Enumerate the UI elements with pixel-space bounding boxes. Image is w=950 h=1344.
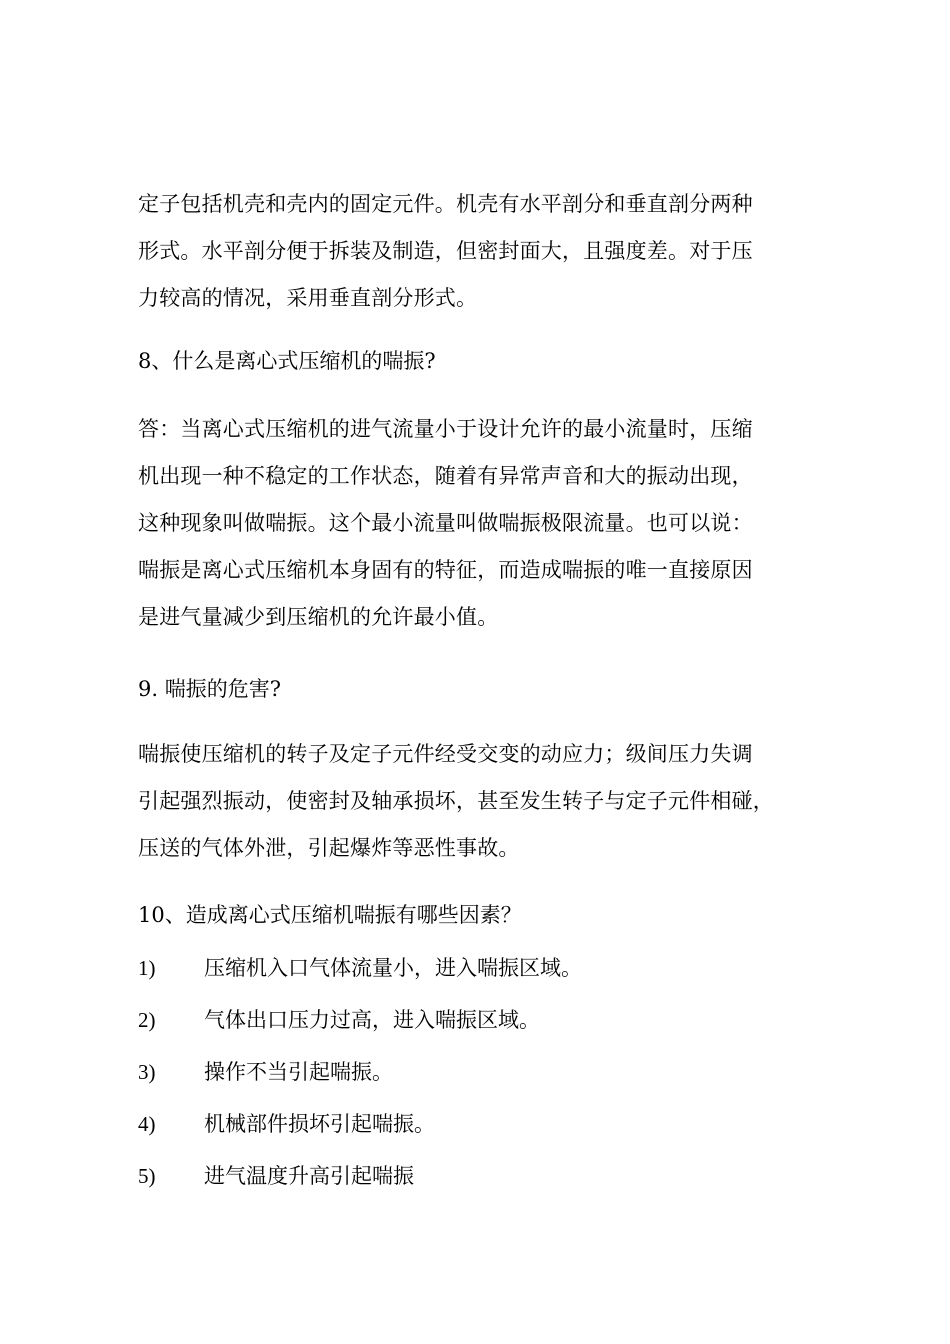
question-9-title: 9. 喘振的危害? — [138, 677, 281, 701]
list-item — [138, 953, 818, 983]
stator-line-1: 定子包括机壳和壳内的固定元件。机壳有水平剖分和垂直剖分两种 — [138, 192, 753, 216]
list-item — [138, 1161, 818, 1191]
list-item-text: 压缩机入口气体流量小，进入喘振区域。 — [204, 956, 582, 980]
q8-answer-line-4: 喘振是离心式压缩机本身固有的特征，而造成喘振的唯一直接原因 — [138, 558, 753, 582]
list-item-text: 气体出口压力过高，进入喘振区域。 — [204, 1008, 540, 1032]
stator-line-2: 形式。水平剖分便于拆装及制造，但密封面大，且强度差。对于压 — [138, 239, 753, 263]
list-item-number: 2) — [138, 1008, 156, 1032]
stator-line-3: 力较高的情况，采用垂直剖分形式。 — [138, 286, 478, 310]
q8-answer-line-3: 这种现象叫做喘振。这个最小流量叫做喘振极限流量。也可以说： — [138, 511, 753, 535]
q8-answer-line-1: 答：当离心式压缩机的进气流量小于设计允许的最小流量时，压缩 — [138, 417, 753, 441]
question-8-title: 8、什么是离心式压缩机的喘振? — [138, 349, 436, 373]
q9-answer-line-2: 引起强烈振动，使密封及轴承损坏，甚至发生转子与定子元件相碰， — [138, 789, 774, 813]
stator-paragraph — [138, 181, 818, 322]
list-item-text: 机械部件损坏引起喘振。 — [204, 1112, 435, 1136]
q8-answer-line-5: 是进气量减少到压缩机的允许最小值。 — [138, 605, 499, 629]
list-item-number: 1) — [138, 956, 156, 980]
list-item-number: 3) — [138, 1060, 156, 1084]
q9-answer-line-3: 压送的气体外泄，引起爆炸等恶性事故。 — [138, 836, 520, 860]
list-item-number: 4) — [138, 1112, 156, 1136]
list-item-text: 进气温度升高引起喘振 — [204, 1164, 414, 1188]
list-item-text: 操作不当引起喘振。 — [204, 1060, 393, 1084]
question-9-answer — [138, 731, 818, 872]
question-10-title: 10、造成离心式压缩机喘振有哪些因素？ — [138, 903, 522, 927]
list-item — [138, 1005, 818, 1035]
list-item — [138, 1057, 818, 1087]
list-item — [138, 1109, 818, 1139]
q8-answer-line-2: 机出现一种不稳定的工作状态，随着有异常声音和大的振动出现， — [138, 464, 753, 488]
list-item-number: 5) — [138, 1164, 156, 1188]
q9-answer-line-1: 喘振使压缩机的转子及定子元件经受交变的动应力；级间压力失调 — [138, 742, 753, 766]
question-8-answer — [138, 406, 818, 641]
